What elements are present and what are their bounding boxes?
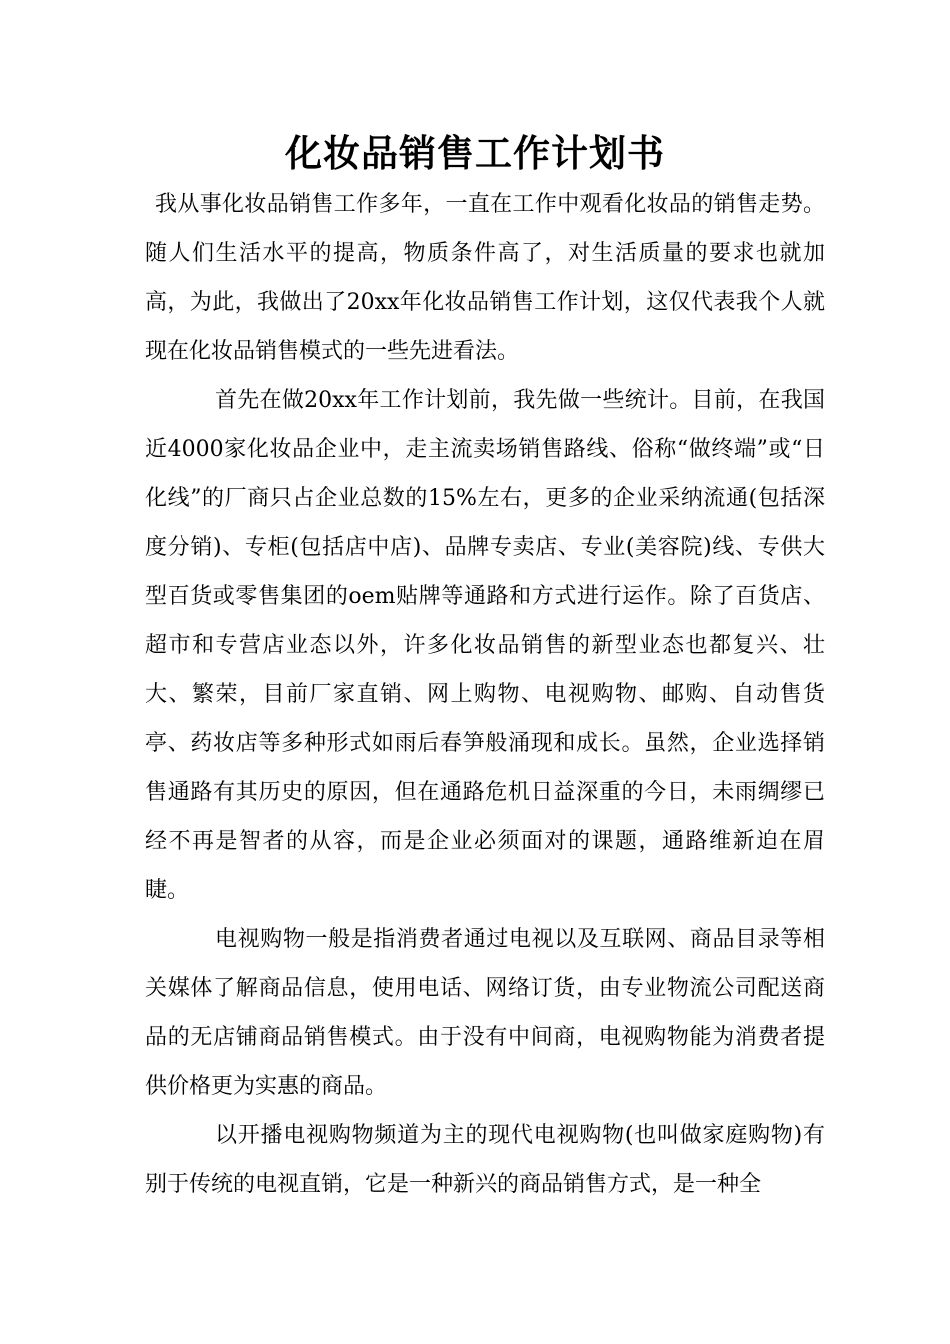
paragraph-intro: 我从事化妆品销售工作多年，一直在工作中观看化妆品的销售走势。随人们生活水平的提高，物质条件高了，对生活质量的要求也就加高，为此，我做出了20xx年化妆品销售工作计划，这仅代表我个人就现在化妆品销售模式的一些先进看法。 — [145, 192, 825, 364]
document-body — [145, 180, 825, 1209]
paragraph-statistics: 首先在做20xx年工作计划前，我先做一些统计。目前，在我国近4000家化妆品企业中，走主流卖场销售路线、俗称“做终端”或“日化线”的厂商只占企业总数的15%左右，更多的企业采纳流通(包括深度分销)、专柜(包括店中店)、品牌专卖店、专业(美容院)线、专供大型百货或零售集团的oem贴牌等通路和方式进行运作。除了百货店、超市和专营店业态以外，许多化妆品销售的新型业态也都复兴、壮大、繁荣，目前厂家直销、网上购物、电视购物、邮购、自动售货亭、药妆店等多种形式如雨后春笋般涌现和成长。虽然，企业选择销售通路有其历史的原因，但在通路危机日益深重的今日，未雨绸缪已经不再是智者的从容，而是企业必须面对的课题，通路维新迫在眉睫。 — [145, 388, 825, 903]
paragraph-tv-shopping: 电视购物一般是指消费者通过电视以及互联网、商品目录等相关媒体了解商品信息，使用电话、网络订货，由专业物流公司配送商品的无店铺商品销售模式。由于没有中间商，电视购物能为消费者提供价格更为实惠的商品。 — [145, 927, 825, 1099]
document-title: 化妆品销售工作计划书 — [285, 131, 665, 175]
paragraph-tv-channel: 以开播电视购物频道为主的现代电视购物(也叫做家庭购物)有别于传统的电视直销，它是一种新兴的商品销售方式，是一种全 — [145, 1123, 825, 1197]
